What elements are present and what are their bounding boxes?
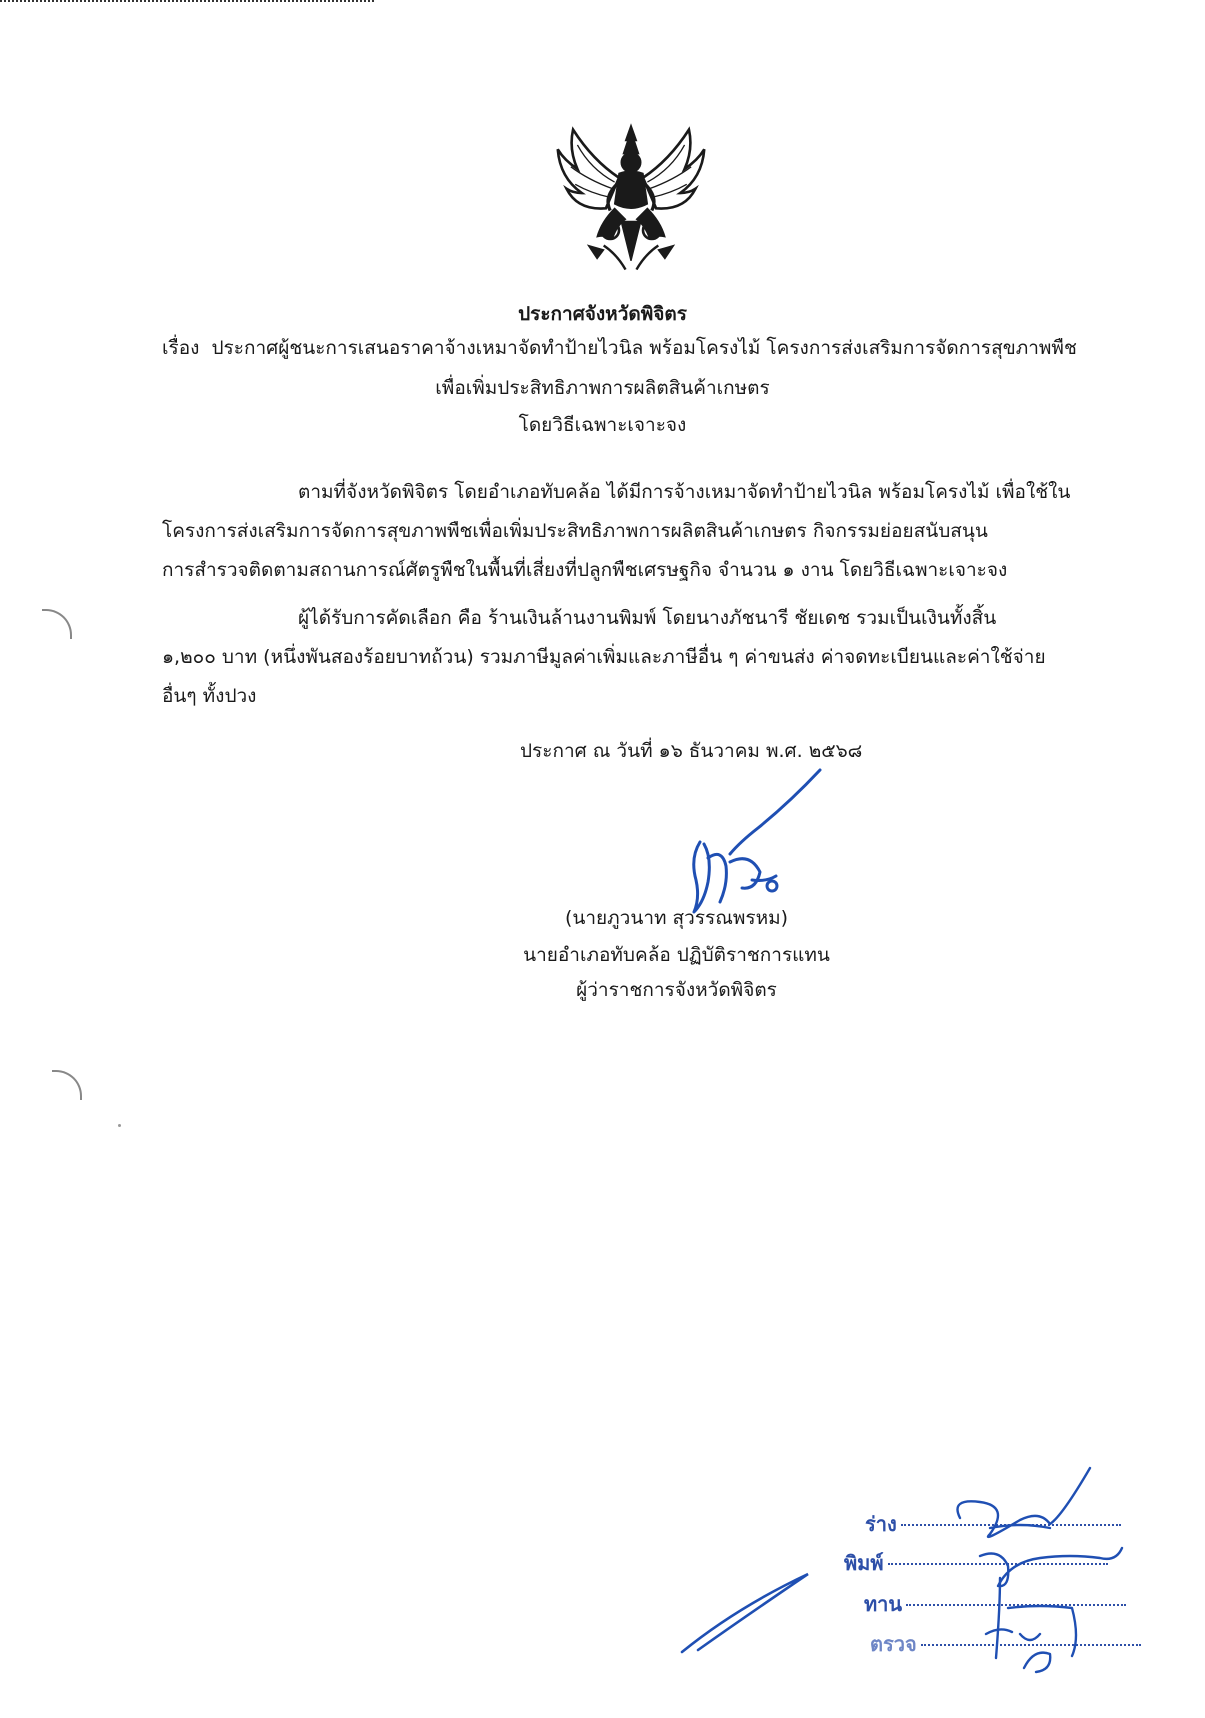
approval-label: พิมพ์ <box>844 1551 884 1575</box>
paragraph-line: โครงการส่งเสริมการจัดการสุขภาพพืชเพื่อเพิ่มประสิทธิภาพการผลิตสินค้าเกษตร กิจกรรมย่อยสนับสนุน <box>162 520 988 542</box>
scan-speck <box>118 1124 121 1127</box>
announcement-date: ประกาศ ณ วันที่ ๑๖ ธันวาคม พ.ศ. ๒๕๖๘ <box>520 740 863 762</box>
subject-line-2: เพื่อเพิ่มประสิทธิภาพการผลิตสินค้าเกษตร <box>435 377 770 399</box>
punch-hole-mark <box>42 609 72 639</box>
body-paragraph-1 <box>162 473 1119 590</box>
paragraph-line: ๑,๒๐๐ บาท (หนึ่งพันสองร้อยบาทถ้วน) รวมภาษีมูลค่าเพิ่มและภาษีอื่น ๆ ค่าขนส่ง ค่าจดทะเบียนและค่าใช้จ่าย <box>162 646 1046 668</box>
garuda-emblem-icon <box>549 116 713 281</box>
approval-label: ร่าง <box>865 1512 897 1536</box>
body-paragraph-2 <box>162 599 1119 716</box>
subject-line-1 <box>162 333 1077 363</box>
dotted-separator <box>0 0 374 2</box>
paragraph-line: อื่นๆ ทั้งปวง <box>162 685 257 707</box>
signer-title: นายอำเภอทับคล้อ ปฏิบัติราชการแทน <box>523 944 830 966</box>
pen-stroke-mark <box>676 1568 816 1658</box>
paragraph-line: การสำรวจติดตามสถานการณ์ศัตรูพืชในพื้นที่เสี่ยงที่ปลูกพืชเศรษฐกิจ จำนวน ๑ งาน โดยวิธีเฉพาะเจาะจง <box>162 559 1008 581</box>
approval-label: ตรวจ <box>870 1632 917 1656</box>
subject-text: ประกาศผู้ชนะการเสนอราคาจ้างเหมาจัดทำป้ายไวนิล พร้อมโครงไม้ โครงการส่งเสริมการจัดการสุขภาพพืช <box>211 337 1077 359</box>
approval-stamp <box>840 1458 1130 1708</box>
signer-name: (นายภูวนาท สุวรรณพรหม) <box>564 907 789 929</box>
subject-line-3: โดยวิธีเฉพาะเจาะจง <box>518 414 687 436</box>
paragraph-line: ตามที่จังหวัดพิจิตร โดยอำเภอทับคล้อ ได้มีการจ้างเหมาจัดทำป้ายไวนิล พร้อมโครงไม้ เพื่อใช้ใน <box>298 481 1071 503</box>
signature-image <box>660 762 835 922</box>
paragraph-line: ผู้ได้รับการคัดเลือก คือ ร้านเงินล้านงานพิมพ์ โดยนางภัชนารี ชัยเดช รวมเป็นเงินทั้งสิ้น <box>298 607 997 629</box>
announcer-title: ประกาศจังหวัดพิจิตร <box>518 303 687 325</box>
initials-signature-image <box>840 1458 1130 1708</box>
approval-label: ทาน <box>864 1592 903 1616</box>
punch-hole-mark <box>52 1070 82 1100</box>
signer-role: ผู้ว่าราชการจังหวัดพิจิตร <box>576 979 777 1001</box>
subject-label: เรื่อง <box>162 337 200 359</box>
